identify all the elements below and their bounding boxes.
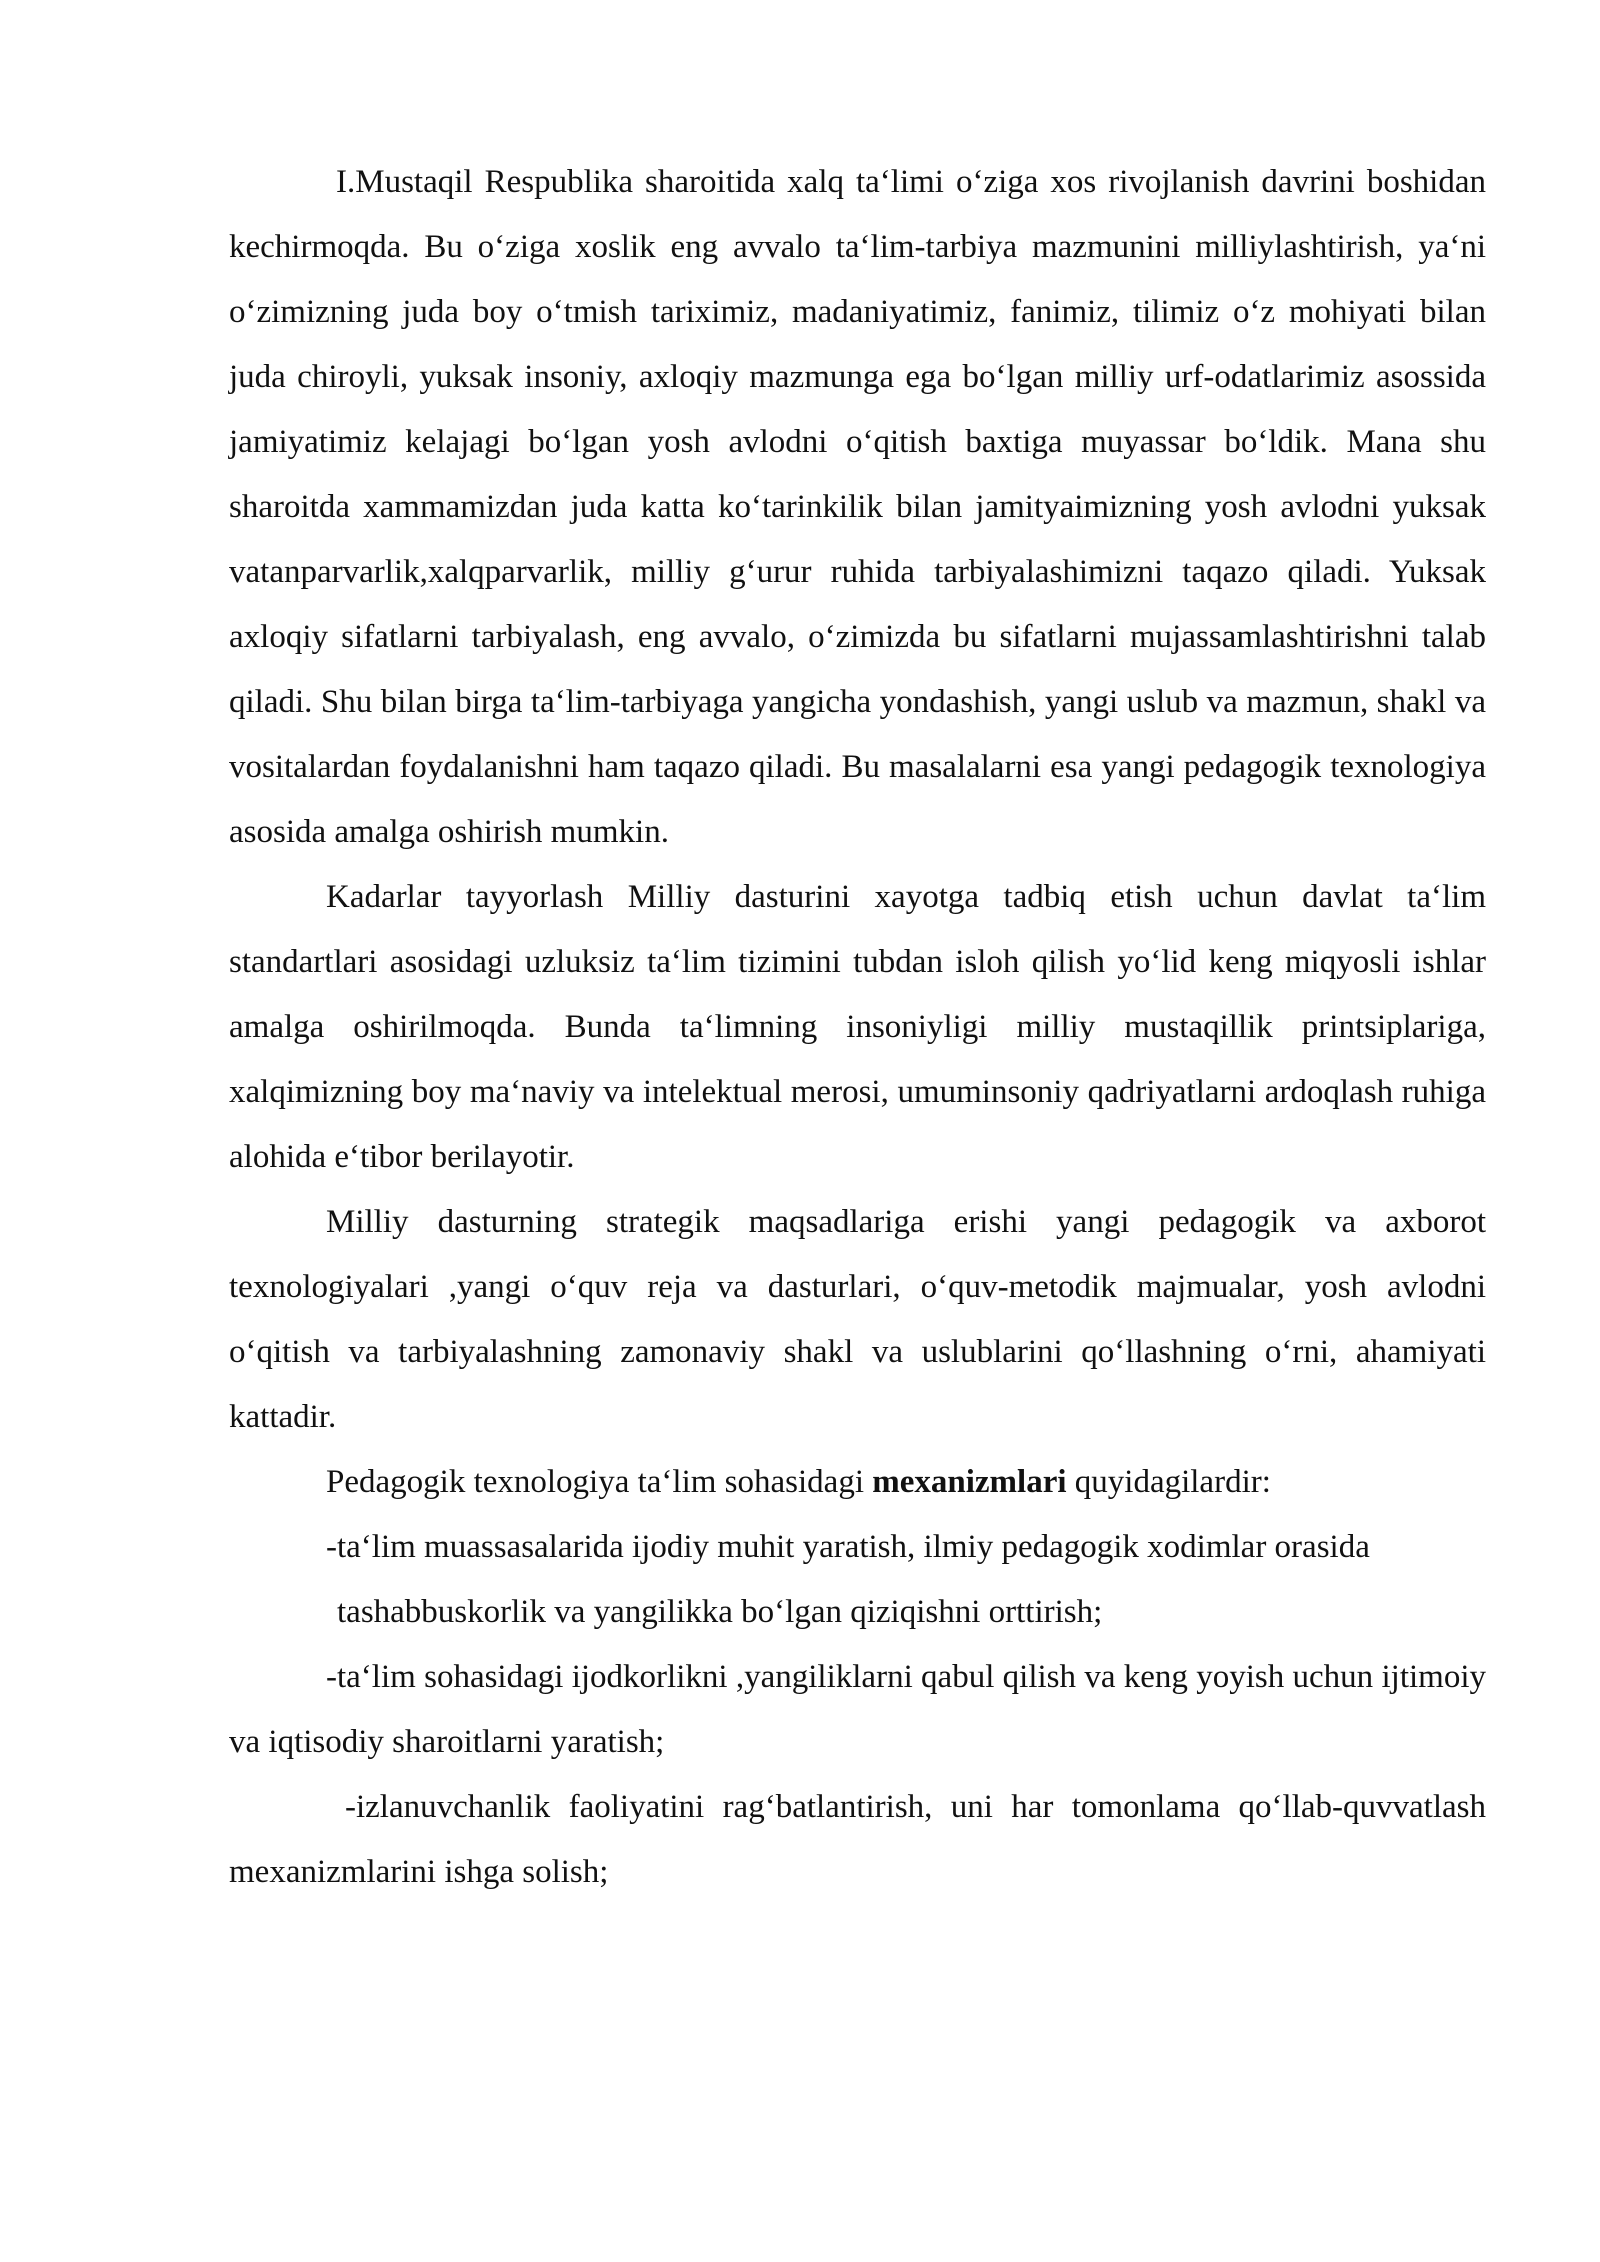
mechanisms-keyword: mexanizmlari	[872, 1464, 1067, 1500]
mechanisms-intro-text: Pedagogik texnologiya ta‘lim sohasidagi	[326, 1464, 873, 1500]
paragraph-strategic-goals: Milliy dasturning strategik maqsadlariga erishi yangi pedagogik va axborot texnologiyalari ,yangi o‘quv reja va dasturlari, o‘quv-metodik majmualar, yosh avlodni o‘qitish va tarbiyalashning zamonaviy shakl va uslublarini qo‘llashning o‘rni, ahamiyati kattadir.	[229, 1204, 1486, 1435]
paragraph-cadres-program: Kadarlar tayyorlash Milliy dasturini xayotga tadbiq etish uchun davlat ta‘lim standartlari asosidagi uzluksiz ta‘lim tizimini tubdan isloh qilish yo‘lid keng miqyosli ishlar amalga oshirilmoqda. Bunda ta‘limning insoniyligi milliy mustaqillik printsiplariga, xalqimizning boy ma‘naviy va intelektual merosi, umuminsoniy qadriyatlarni ardoqlash ruhiga alohida e‘tibor berilayotir.	[229, 879, 1486, 1175]
mechanisms-intro-tail: quyidagilardir:	[1066, 1464, 1271, 1500]
document-page	[229, 150, 1486, 1905]
list-item-creative-environment: -ta‘lim muassasalarida ijodiy muhit yaratish, ilmiy pedagogik xodimlar orasida	[326, 1529, 1370, 1565]
list-item-research-support: -izlanuvchanlik faoliyatini rag‘batlantirish, uni har tomonlama qo‘llab-quvvatlash mexanizmlarini ishga solish;	[229, 1789, 1486, 1890]
list-item-initiative: tashabbuskorlik va yangilikka bo‘lgan qiziqishni orttirish;	[337, 1594, 1103, 1630]
paragraph-mechanisms-intro	[229, 1450, 1486, 1515]
list-item-conditions: -ta‘lim sohasidagi ijodkorlikni ,yangiliklarni qabul qilish va keng yoyish uchun ijtimoiy va iqtisodiy sharoitlarni yaratish;	[229, 1659, 1486, 1760]
paragraph-intro: I.Mustaqil Respublika sharoitida xalq ta‘limi o‘ziga xos rivojlanish davrini boshidan kechirmoqda. Bu o‘ziga xoslik eng avvalo ta‘lim-tarbiya mazmunini milliylashtirish, ya‘ni o‘zimizning juda boy o‘tmish tariximiz, madaniyatimiz, fanimiz, tilimiz o‘z mohiyati bilan juda chiroyli, yuksak insoniy, axloqiy mazmunga ega bo‘lgan milliy urf-odatlarimiz asossida jamiyatimiz kelajagi bo‘lgan yosh avlodni o‘qitish baxtiga muyassar bo‘ldik. Mana shu sharoitda xammamizdan juda katta ko‘tarinkilik bilan jamityaimizning yosh avlodni yuksak vatanparvarlik,xalqparvarlik, milliy g‘urur ruhida tarbiyalashimizni taqazo qiladi. Yuksak axloqiy sifatlarni tarbiyalash, eng avvalo, o‘zimizda bu sifatlarni mujassamlashtirishni talab qiladi. Shu bilan birga ta‘lim-tarbiyaga yangicha yondashish, yangi uslub va mazmun, shakl va vositalardan foydalanishni ham taqazo qiladi. Bu masalalarni esa yangi pedagogik texnologiya asosida amalga oshirish mumkin.	[229, 164, 1486, 850]
